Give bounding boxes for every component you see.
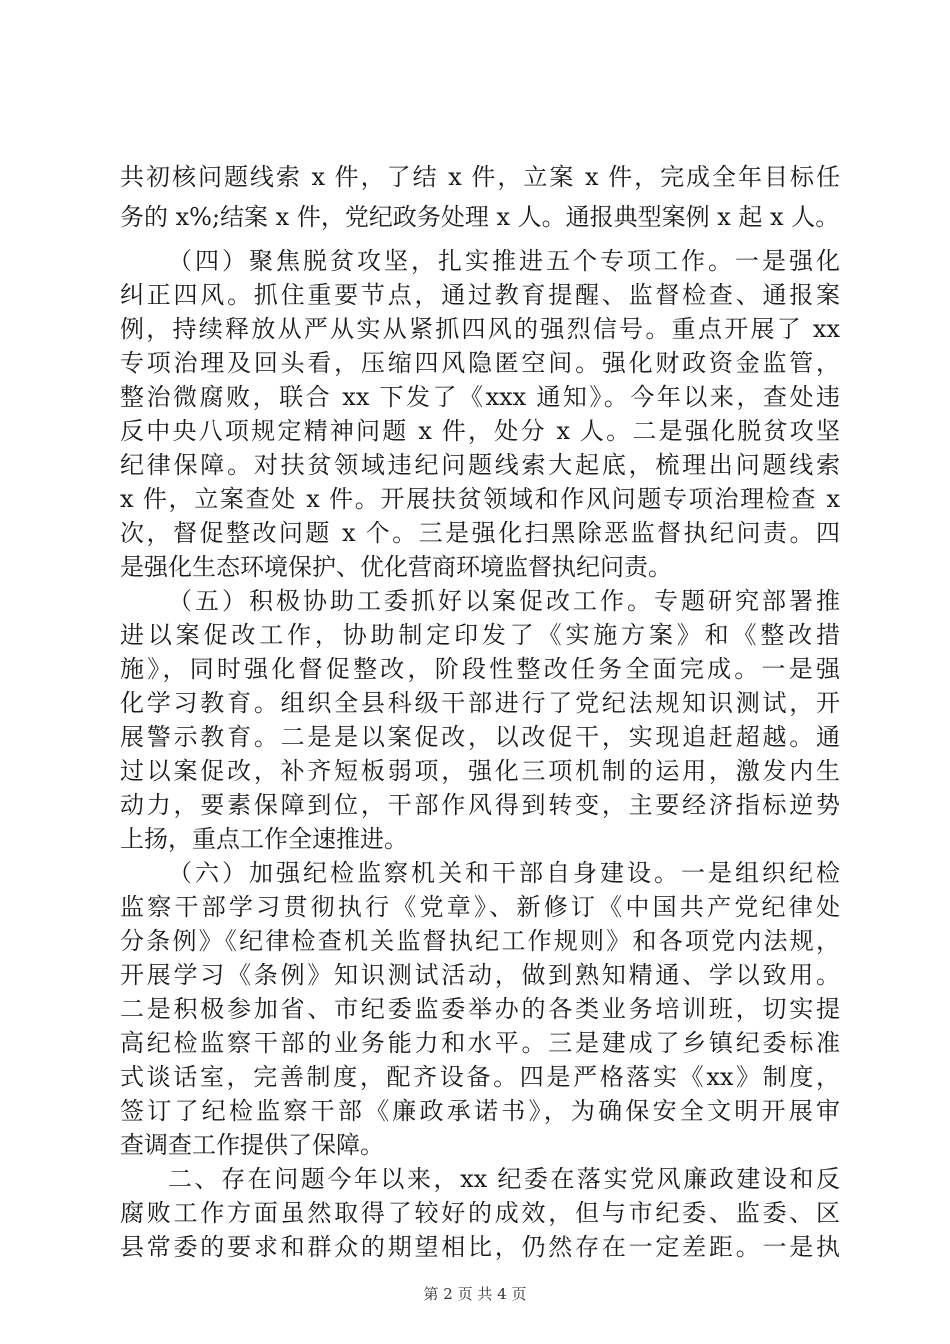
text-line: 监察干部学习贯彻执行《党章》、新修订《中国共产党纪律处 [120, 893, 840, 921]
text-line: （六）加强纪检监察机关和干部自身建设。一是组织纪检 [168, 859, 840, 887]
text-line: 整治微腐败，联合 xx 下发了《xxx 通知》。今年以来，查处违 [120, 383, 840, 411]
text-line: 施》，同时强化督促整改，阶段性整改任务全面完成。一是强 [120, 655, 840, 683]
text-line: 反中央八项规定精神问题 x 件，处分 x 人。二是强化脱贫攻坚 [120, 417, 840, 445]
text-line: 腐败工作方面虽然取得了较好的成效，但与市纪委、监委、区 [120, 1199, 840, 1227]
text-line: 次，督促整改问题 x 个。三是强化扫黑除恶监督执纪问责。四 [120, 519, 840, 547]
text-line: 纪律保障。对扶贫领域违纪问题线索大起底，梳理出问题线索 [120, 451, 840, 479]
text-line: 分条例》《纪律检查机关监督执纪工作规则》和各项党内法规， [120, 927, 840, 955]
text-line: 式谈话室，完善制度，配齐设备。四是严格落实《xx》制度， [120, 1063, 840, 1091]
text-line: 纠正四风。抓住重要节点，通过教育提醒、监督检查、通报案 [120, 281, 840, 309]
text-line: （四）聚焦脱贫攻坚，扎实推进五个专项工作。一是强化 [168, 247, 840, 275]
text-line: 开展学习《条例》知识测试活动，做到熟知精通、学以致用。 [120, 961, 840, 989]
text-line: 专项治理及回头看，压缩四风隐匿空间。强化财政资金监管， [120, 349, 840, 377]
text-line: 高纪检监察干部的业务能力和水平。三是建成了乡镇纪委标准 [120, 1029, 840, 1057]
text-line: 二是积极参加省、市纪委监委举办的各类业务培训班，切实提 [120, 995, 840, 1023]
text-line: 是强化生态环境保护、优化营商环境监督执纪问责。 [120, 553, 672, 581]
text-line: 进以案促改工作，协助制定印发了《实施方案》和《整改措 [120, 621, 840, 649]
text-line: 例，持续释放从严从实从紧抓四风的强烈信号。重点开展了 xx [120, 315, 840, 343]
text-line: 县常委的要求和群众的期望相比，仍然存在一定差距。一是执 [120, 1233, 840, 1261]
text-line: 上扬，重点工作全速推进。 [120, 825, 408, 853]
page-footer: 第 2 页 共 4 页 [423, 1285, 527, 1303]
text-line: 动力，要素保障到位，干部作风得到转变，主要经济指标逆势 [120, 791, 840, 819]
text-line: x 件，立案查处 x 件。开展扶贫领域和作风问题专项治理检查 x [120, 485, 840, 513]
text-line: 查调查工作提供了保障。 [120, 1131, 384, 1159]
text-line: 二、存在问题今年以来，xx 纪委在落实党风廉政建设和反 [168, 1165, 840, 1193]
text-line: 过以案促改，补齐短板弱项，强化三项机制的运用，激发内生 [120, 757, 840, 785]
text-line: （五）积极协助工委抓好以案促改工作。专题研究部署推 [168, 587, 840, 615]
text-line: 签订了纪检监察干部《廉政承诺书》，为确保安全文明开展审 [120, 1097, 840, 1125]
text-line: 共初核问题线索 x 件，了结 x 件，立案 x 件，完成全年目标任 [120, 163, 840, 191]
text-line: 化学习教育。组织全县科级干部进行了党纪法规知识测试，开 [120, 689, 840, 717]
text-line: 务的 x%;结案 x 件，党纪政务处理 x 人。通报典型案例 x 起 x 人。 [120, 203, 840, 231]
text-line: 展警示教育。二是是以案促改，以改促干，实现追赶超越。通 [120, 723, 840, 751]
